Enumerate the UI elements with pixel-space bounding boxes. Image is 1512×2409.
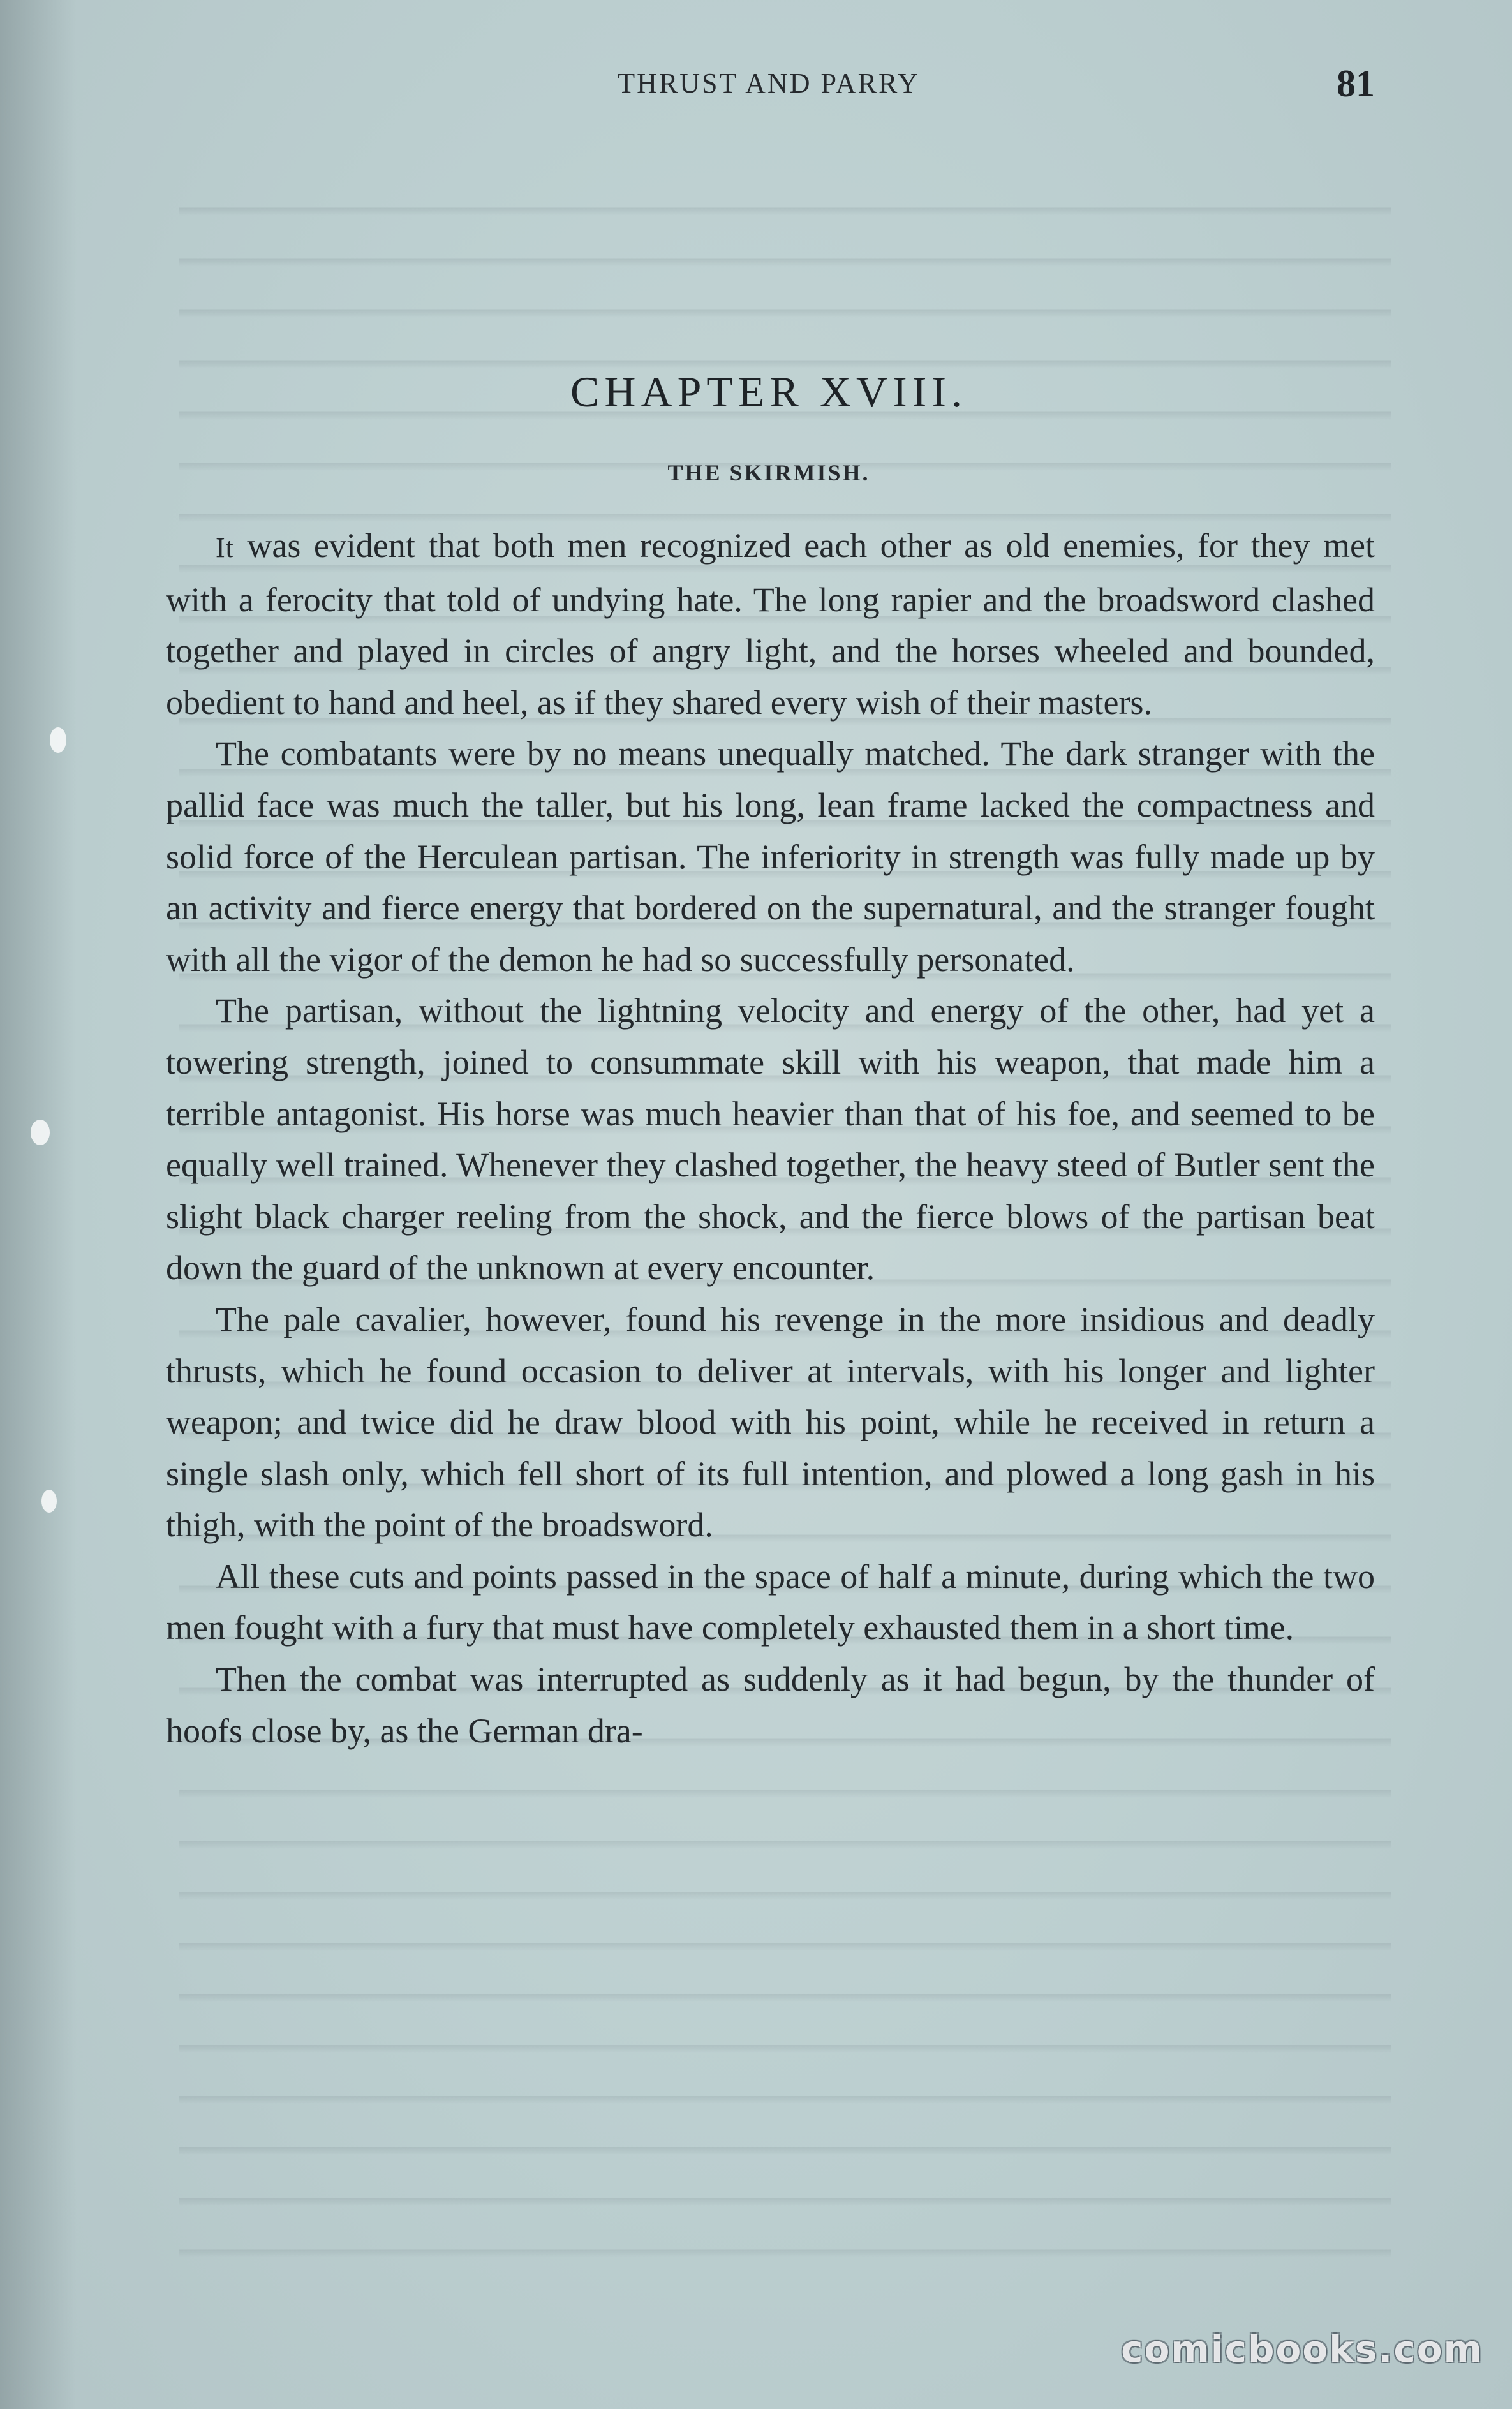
paragraph-text: was evident that both men recognized each other as old enemies, for they met with a ferocity that told of undying hate. The long rapier and the broadsword clashed together and played in circles of angry light, and the horses wheeled and bounded, obedient to hand and heel, as if they shared every wish of their masters. <box>166 526 1375 722</box>
paragraph-text: Then the combat was interrupted as suddenly as it had begun, by the thunder of hoofs close by, as the German dra- <box>166 1660 1375 1750</box>
page-header <box>163 63 1375 112</box>
paper-speck <box>31 1120 50 1145</box>
binding-shadow <box>0 0 77 2409</box>
paragraph-text: The pale cavalier, however, found his revenge in the more insidious and deadly thrusts, which he found occasion to deliver at intervals, with his longer and lighter weapon; and twice did he draw blood with his point, while he received in return a single slash only, which fell short of its full intention, and plowed a long gash in his thigh, with the point of the broadsword. <box>166 1300 1375 1545</box>
paragraph <box>166 985 1375 1294</box>
chapter-title: CHAPTER XVIII. <box>570 367 967 416</box>
chapter-subtitle: THE SKIRMISH. <box>667 460 870 486</box>
paragraph-lead-word: It <box>216 532 234 563</box>
page-number: 81 <box>1337 63 1375 105</box>
paper-speck <box>41 1490 57 1513</box>
paragraph <box>166 1294 1375 1551</box>
watermark: comicbooks.com <box>1121 2327 1483 2371</box>
chapter-body <box>166 520 1375 1756</box>
paragraph <box>166 728 1375 985</box>
running-head: THRUST AND PARRY <box>618 68 920 99</box>
paragraph-text: All these cuts and points passed in the space of half a minute, during which the two men fought with a fury that must have completely exhausted them in a short time. <box>166 1557 1375 1647</box>
paper-speck <box>50 727 66 753</box>
paragraph-text: The partisan, without the lightning velocity and energy of the other, had yet a towering strength, joined to consummate skill with his weapon, that made him a terrible antagonist. His horse was much heavier than that of his foe, and seemed to be equally well trained. Whenever they clashed together, the heavy steed of Butler sent the slight black charger reeling from the shock, and the fierce blows of the partisan beat down the guard of the unknown at every encounter. <box>166 991 1375 1287</box>
paragraph <box>166 1654 1375 1756</box>
paragraph <box>166 1551 1375 1654</box>
paragraph <box>166 520 1375 728</box>
paragraph-text: The combatants were by no means unequally matched. The dark stranger with the pallid face was much the taller, but his long, lean frame lacked the compactness and solid force of the Herculean partisan. The inferiority in strength was fully made up by an activity and fierce energy that bordered on the supernatural, and the stranger fought with all the vigor of the demon he had so successfully personated. <box>166 734 1375 979</box>
